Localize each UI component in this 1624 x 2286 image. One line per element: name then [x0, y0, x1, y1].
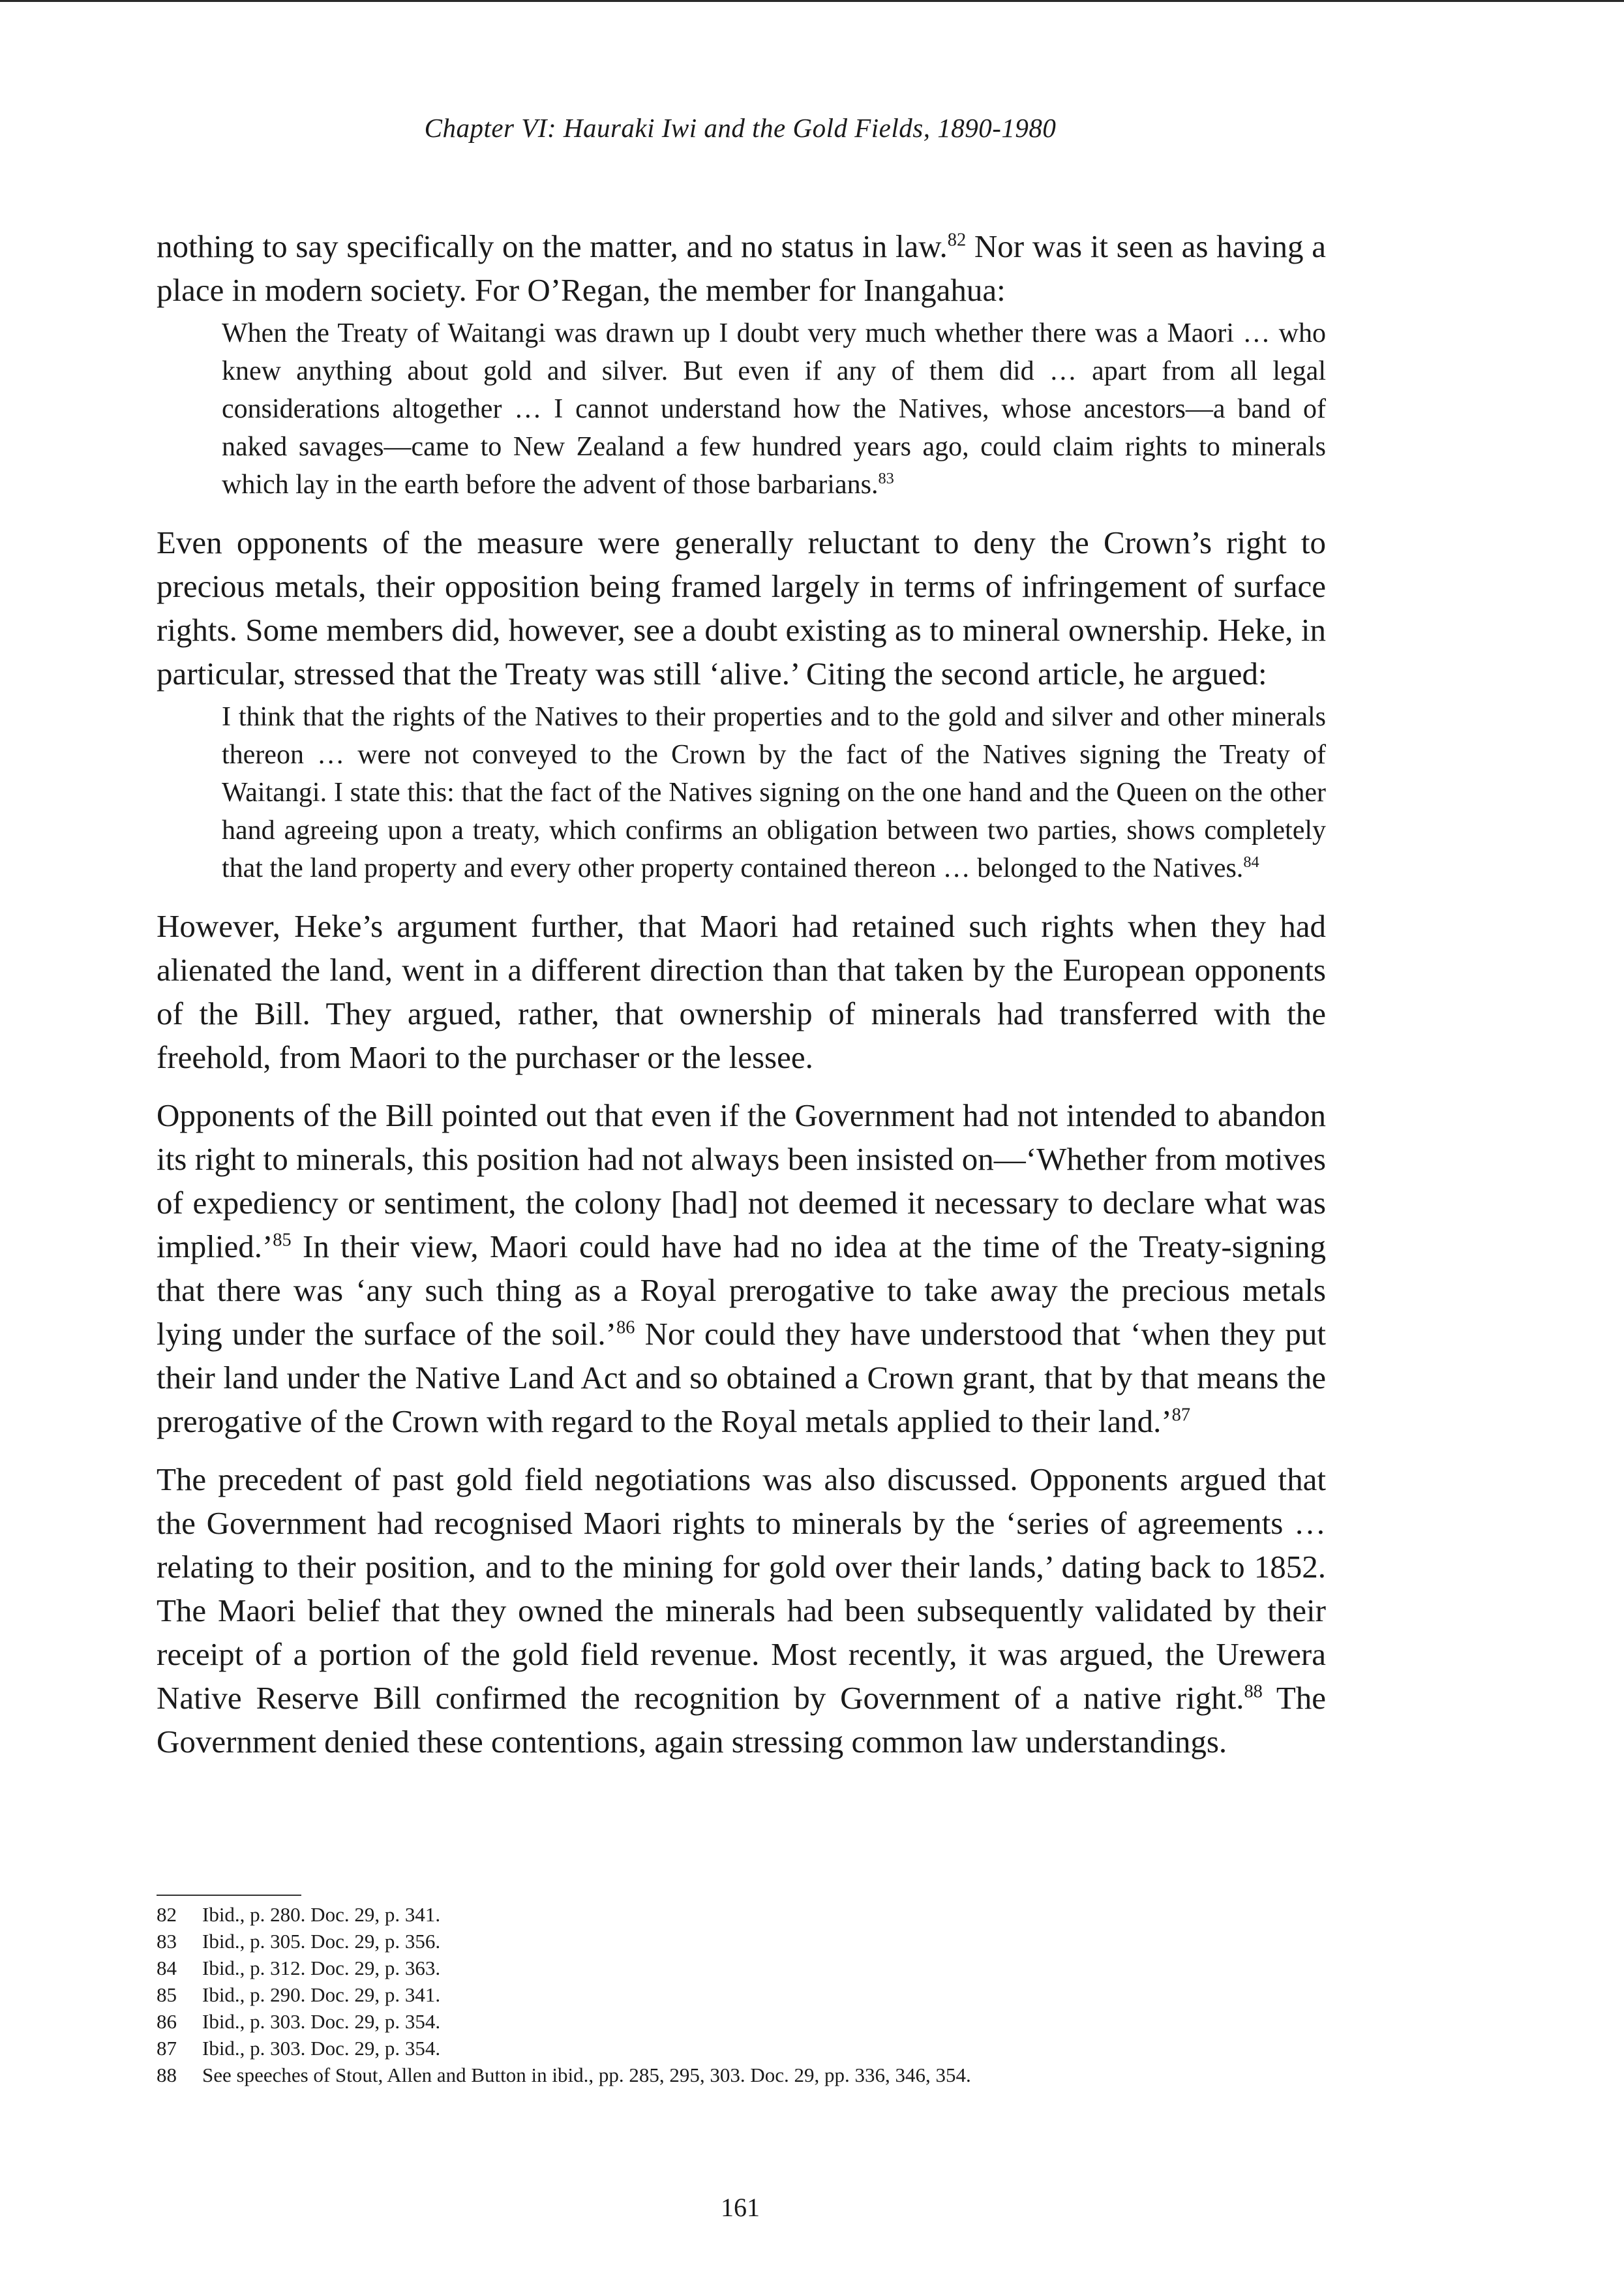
footnote-84	[157, 1955, 1326, 1981]
footnote-ref-88[interactable]: 88	[1244, 1681, 1263, 1702]
footnote-ref-82[interactable]: 82	[947, 230, 967, 251]
paragraph-5-text-b: The Government denied these contentions, again stressing common law understandings.	[157, 1680, 1326, 1760]
footnote-ref-86[interactable]: 86	[616, 1317, 635, 1338]
paragraph-4	[157, 1093, 1326, 1443]
footnote-text: Ibid., p. 290. Doc. 29, p. 341.	[202, 1983, 441, 2006]
footnote-number: 84	[157, 1957, 177, 1979]
paragraph-5	[157, 1457, 1326, 1763]
footnote-number: 83	[157, 1930, 177, 1953]
paragraph-1-text-cont: Nor was it seen as having a place in modern society. For O’Regan, the member for Inangahua:	[157, 228, 1326, 308]
footnote-number: 88	[157, 2064, 177, 2086]
paragraph-1-text: nothing to say specifically on the matter, and no status in law.	[157, 228, 948, 264]
footnote-number: 82	[157, 1903, 177, 1926]
footnote-87	[157, 2035, 1326, 2062]
running-head: Chapter VI: Hauraki Iwi and the Gold Fields, 1890-1980	[424, 113, 1057, 143]
paragraph-5-text-a: The precedent of past gold field negotiations was also discussed. Opponents argued that the Government had recognised Maori rights to minerals by the ‘series of agreements … relating to their position, and to the mining for gold over their lands,’ dating back to 1852. The Maori belief that they owned the minerals had been subsequently validated by their receipt of a portion of the gold field revenue. Most recently, it was argued, the Urewera Native Reserve Bill confirmed the recognition by Government of a native right.	[157, 1461, 1326, 1716]
footnote-rule	[157, 1895, 301, 1896]
footnote-number: 87	[157, 2037, 177, 2060]
footnote-text: See speeches of Stout, Allen and Button in ibid., pp. 285, 295, 303. Doc. 29, pp. 336, 346, 354.	[202, 2064, 971, 2086]
footnote-86	[157, 2008, 1326, 2035]
footnote-83	[157, 1928, 1326, 1955]
paragraph-3: However, Heke’s argument further, that Maori had retained such rights when they had alienated the land, went in a different direction than that taken by the European opponents of the Bill. They argued, rather, that ownership of minerals had transferred with the freehold, from Maori to the purchaser or the lessee.	[157, 908, 1326, 1075]
footnote-88	[157, 2062, 1326, 2088]
paragraph-4-text-a: Opponents of the Bill pointed out that even if the Government had not intended to abandon its right to minerals, this position had not always been insisted on—‘Whether from motives of expediency or sentiment, the colony [had] not deemed it necessary to declare what was implied.’	[157, 1097, 1326, 1264]
footnote-ref-83[interactable]: 83	[878, 470, 894, 487]
footnote-82	[157, 1901, 1326, 1928]
paragraph-1	[157, 224, 1326, 312]
paragraph-2: Even opponents of the measure were generally reluctant to deny the Crown’s right to precious metals, their opposition being framed largely in terms of infringement of surface rights. Some members did, however, see a doubt existing as to mineral ownership. Heke, in particular, stressed that the Treaty was still ‘alive.’ Citing the second article, he argued:	[157, 525, 1326, 692]
footnote-text: Ibid., p. 312. Doc. 29, p. 363.	[202, 1957, 441, 1979]
block-quote-1	[222, 314, 1326, 504]
footnote-ref-85[interactable]: 85	[273, 1230, 292, 1251]
page-number: 161	[721, 2193, 760, 2222]
footnote-ref-87[interactable]: 87	[1171, 1405, 1191, 1425]
footnote-ref-84[interactable]: 84	[1243, 853, 1259, 871]
footnote-text: Ibid., p. 303. Doc. 29, p. 354.	[202, 2010, 441, 2033]
footnote-number: 86	[157, 2010, 177, 2033]
footnote-number: 85	[157, 1983, 177, 2006]
block-quote-1-text: When the Treaty of Waitangi was drawn up I doubt very much whether there was a Maori … who knew anything about gold and silver. But even if any of them did … apart from all legal considerations altogether … I cannot understand how the Natives, whose ancestors—a band of naked savages—came to New Zealand a few hundred years ago, could claim rights to minerals which lay in the earth before the advent of those barbarians.	[222, 318, 1326, 500]
top-border-rule	[0, 0, 1624, 2]
footnote-85	[157, 1981, 1326, 2008]
paragraph-4-text-b: In their view, Maori could have had no idea at the time of the Treaty-signing that there was ‘any such thing as a Royal prerogative to take away the precious metals lying under the surface of the soil.’	[157, 1228, 1326, 1352]
footnote-text: Ibid., p. 303. Doc. 29, p. 354.	[202, 2037, 441, 2060]
block-quote-2-text: I think that the rights of the Natives to their properties and to the gold and silver and other minerals thereon … were not conveyed to the Crown by the fact of the Natives signing the Treaty of Waitangi. I state this: that the fact of the Natives signing on the one hand and the Queen on the other hand agreeing upon a treaty, which confirms an obligation between two parties, shows completely that the land property and every other property contained thereon … belonged to the Natives.	[222, 702, 1326, 883]
footnotes	[157, 1895, 1326, 2088]
main-text	[157, 224, 1326, 1763]
paragraph-4-text-c: Nor could they have understood that ‘when they put their land under the Native Land Act and so obtained a Crown grant, that by that means the prerogative of the Crown with regard to the Royal metals applied to their land.’	[157, 1316, 1326, 1439]
block-quote-2	[222, 698, 1326, 887]
footnote-text: Ibid., p. 305. Doc. 29, p. 356.	[202, 1930, 441, 1953]
footnote-text: Ibid., p. 280. Doc. 29, p. 341.	[202, 1903, 441, 1926]
